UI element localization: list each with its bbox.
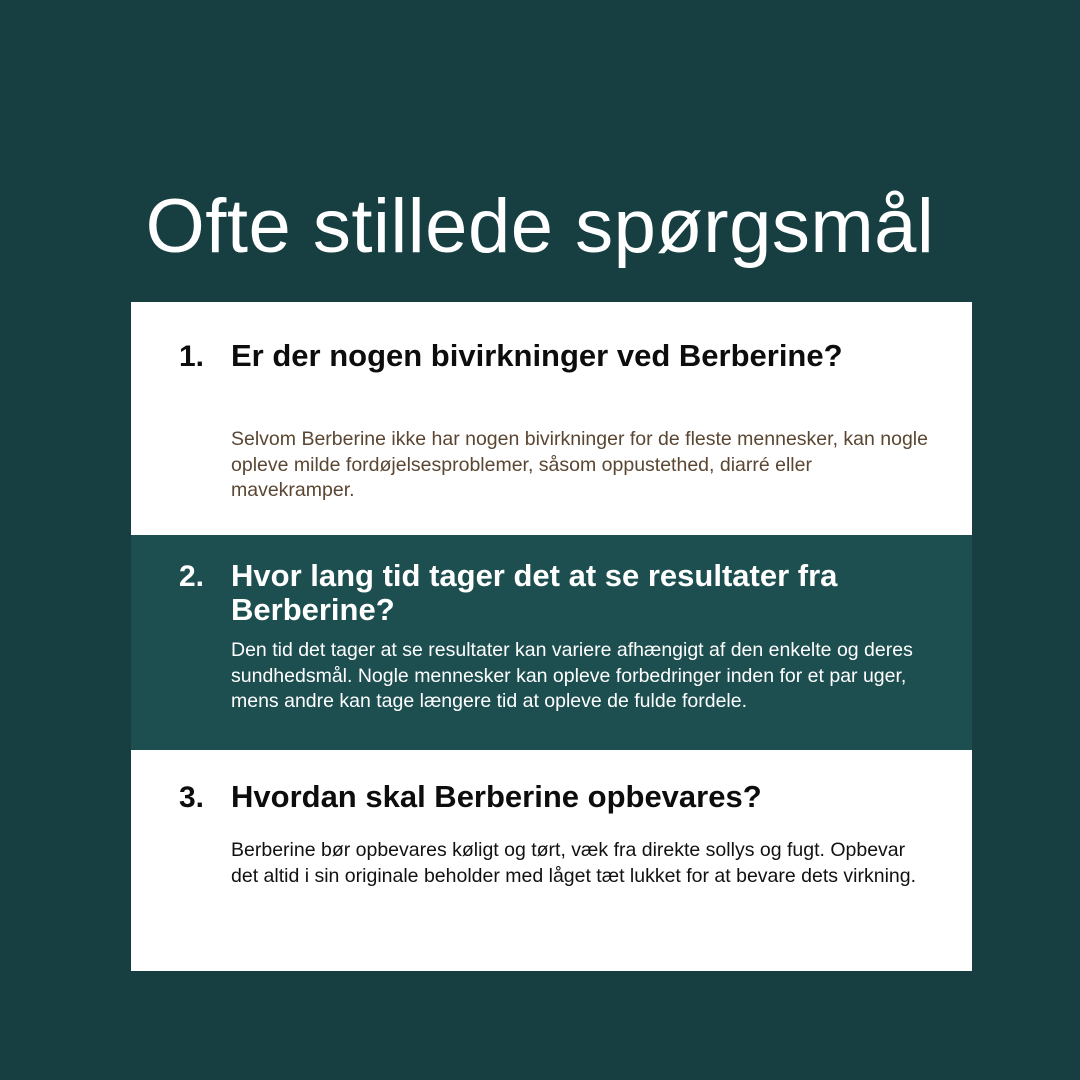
faq-number: 1. <box>179 340 205 373</box>
faq-number: 2. <box>179 560 205 593</box>
faq-item-2 <box>131 535 972 750</box>
faq-question: Hvor lang tid tager det at se resultater fra Berberine? <box>231 558 838 627</box>
faq-panel <box>131 302 972 971</box>
faq-answer: Selvom Berberine ikke har nogen bivirkninger for de fleste mennesker, kan nogle opleve milde fordøjelsesproblemer, såsom oppustethed, diarré eller mavekramper. <box>231 428 928 501</box>
faq-answer: Den tid det tager at se resultater kan variere afhængigt af den enkelte og deres sundhedsmål. Nogle mennesker kan opleve forbedringer inden for et par uger, mens andre kan tage længere tid at opleve de fulde fordele. <box>231 639 913 712</box>
faq-number: 3. <box>179 781 205 814</box>
page-title: Ofte stillede spørgsmål <box>145 183 935 269</box>
faq-answer: Berberine bør opbevares køligt og tørt, væk fra direkte sollys og fugt. Opbevar det altid i sin originale beholder med låget tæt lukket for at bevare dets virkning. <box>231 839 917 887</box>
faq-question: Er der nogen bivirkninger ved Berberine? <box>231 338 843 373</box>
faq-item-3 <box>131 750 972 971</box>
faq-item-1 <box>131 302 972 535</box>
faq-question: Hvordan skal Berberine opbevares? <box>231 779 762 814</box>
